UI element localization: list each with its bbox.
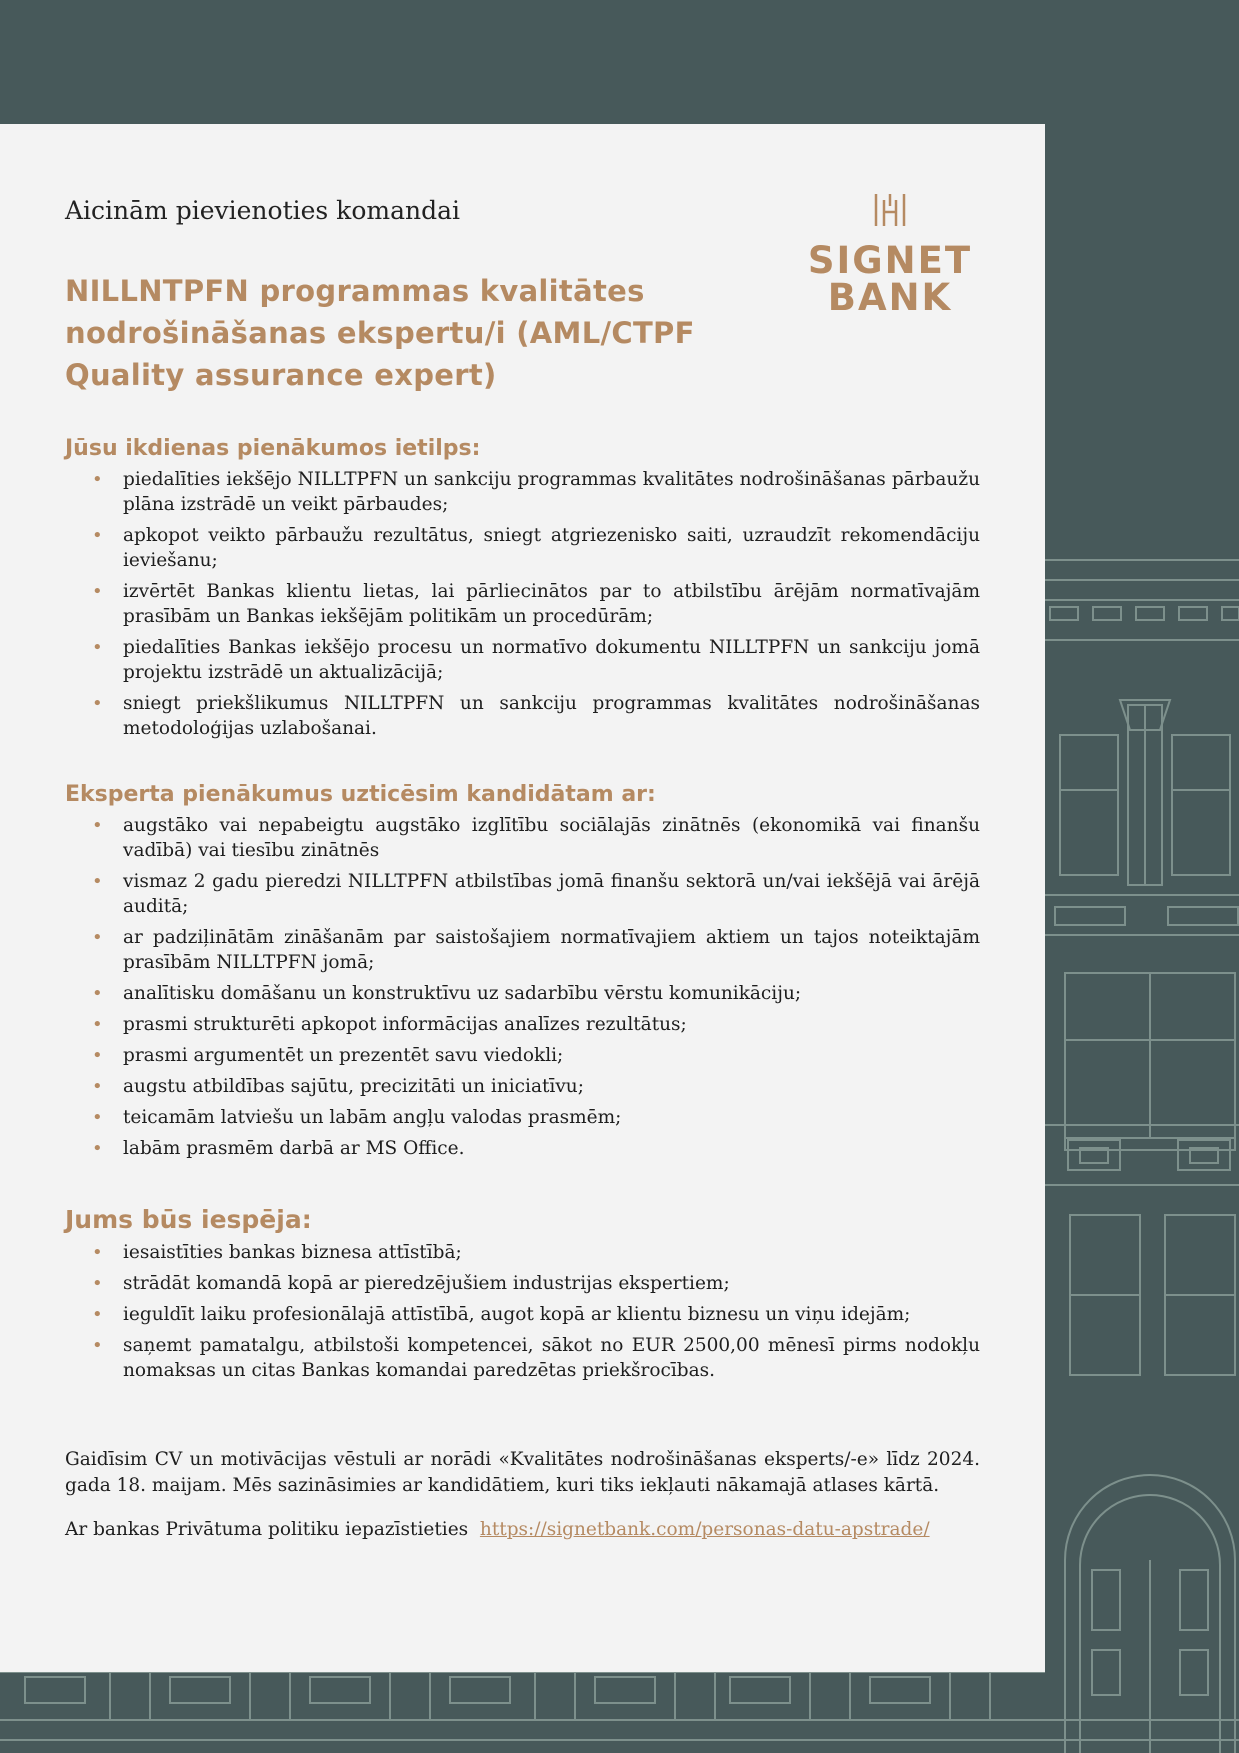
signet-bank-logo [790, 190, 990, 319]
list-item: • vismaz 2 gadu pieredzi NILLTPFN atbilstības jomā finanšu sektorā un/vai iekšējā vai ārējā auditā; [90, 869, 980, 919]
privacy-label: Ar bankas Privātuma politiku iepazīstieties [65, 1519, 469, 1540]
privacy-policy-link[interactable]: https://signetbank.com/personas-datu-apstrade/ [479, 1519, 930, 1540]
duties-list [90, 467, 980, 747]
list-item: • strādāt komandā kopā ar pieredzējušiem industrijas ekspertiem; [90, 1271, 980, 1296]
logo-line-2: BANK [827, 276, 953, 319]
list-item: • sniegt priekšlikumus NILLTPFN un sankciju programmas kvalitātes nodrošināšanas metodoloģijas uzlabošanai. [90, 691, 980, 741]
list-item: • ieguldīt laiku profesionālajā attīstībā, augot kopā ar klientu biznesu un viņu idejām; [90, 1302, 980, 1327]
requirements-heading: Eksperta pienākumus uzticēsim kandidātam ar: [65, 782, 656, 807]
list-item: • augstu atbildības sajūtu, precizitāti un iniciatīvu; [90, 1074, 980, 1099]
list-item: • augstāko vai nepabeigtu augstāko izglītību sociālajās zinātnēs (ekonomikā vai finanšu vadībā) vai tiesību zinātnēs [90, 813, 980, 863]
list-item: • izvērtēt Bankas klientu lietas, lai pārliecinātos par to atbilstību ārējām normatīvajām prasībām un Bankas iekšējām politikām un procedūrām; [90, 579, 980, 629]
intro-text: Aicinām pievienoties komandai [65, 196, 460, 225]
list-item: • teicamām latviešu un labām angļu valodas prasmēm; [90, 1105, 980, 1130]
duties-heading: Jūsu ikdienas pienākumos ietilps: [65, 436, 481, 461]
list-item: • labām prasmēm darbā ar MS Office. [90, 1136, 980, 1161]
requirements-list [90, 813, 980, 1167]
list-item: • piedalīties iekšējo NILLTPFN un sankciju programmas kvalitātes nodrošināšanas pārbaužu plāna izstrādē un veikt pārbaudes; [90, 467, 980, 517]
list-item: • piedalīties Bankas iekšējo procesu un normatīvo dokumentu NILLTPFN un sankciju jomā projektu izstrādē un aktualizācijā; [90, 635, 980, 685]
benefits-heading: Jums būs iespēja: [65, 1205, 312, 1234]
job-title: NILLNTPFN programmas kvalitātes nodrošināšanas ekspertu/i (AML/CTPF Quality assurance expert) [65, 274, 695, 392]
privacy-line [65, 1517, 980, 1543]
list-item: • iesaistīties bankas biznesa attīstībā; [90, 1240, 980, 1265]
list-item: • saņemt pamatalgu, atbilstoši kompetencei, sākot no EUR 2500,00 mēnesī pirms nodokļu nomaksas un citas Bankas komandai paredzētas priekšrocības. [90, 1333, 980, 1383]
list-item: • apkopot veikto pārbaužu rezultātus, sniegt atgriezenisko saiti, uzraudzīt rekomendāciju ieviešanu; [90, 523, 980, 573]
list-item: • prasmi strukturēti apkopot informācijas analīzes rezultātus; [90, 1012, 980, 1037]
logo-line-1: SIGNET [807, 239, 973, 282]
list-item: • analītisku domāšanu un konstruktīvu uz sadarbību vērstu komunikāciju; [90, 981, 980, 1006]
building-columns-logo-icon [870, 190, 910, 230]
list-item: • ar padziļinātām zināšanām par saistošajiem normatīvajiem aktiem un tajos noteiktajām prasībām NILLTPFN jomā; [90, 925, 980, 975]
benefits-list [90, 1240, 980, 1389]
closing-text: Gaidīsim CV un motivācijas vēstuli ar norādi «Kvalitātes nodrošināšanas eksperts/-e» līdz 2024. gada 18. maijam. Mēs sazināsimies ar kandidātiem, kuri tiks iekļauti nākamajā atlases kārtā. [65, 1449, 980, 1496]
list-item: • prasmi argumentēt un prezentēt savu viedokli; [90, 1043, 980, 1068]
